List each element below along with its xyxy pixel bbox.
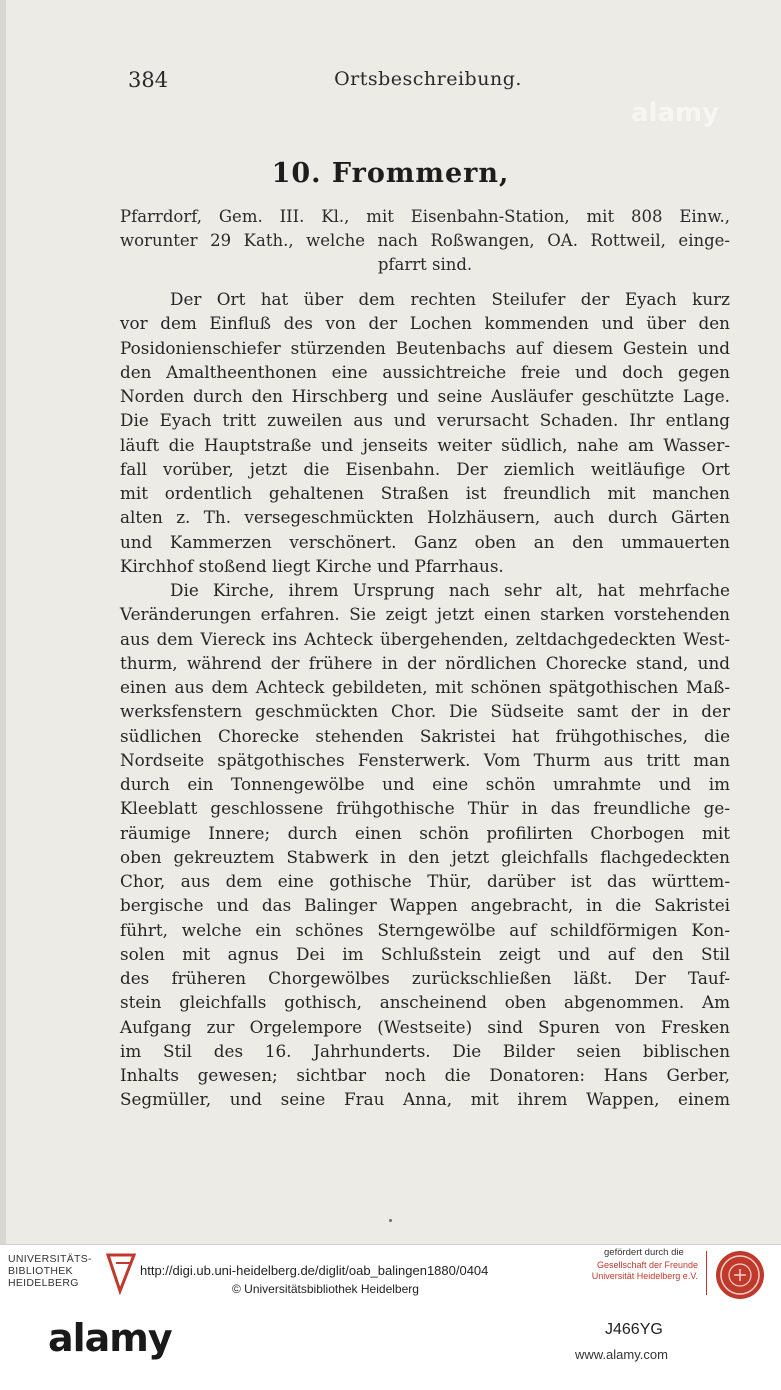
text-line: stein gleichfalls gothisch, anscheinend oben abgenommen. Am bbox=[120, 992, 730, 1013]
text-line: bergische und das Balinger Wappen angebracht, in die Sakristei bbox=[120, 895, 730, 916]
uni-name-line: UNIVERSITÄTS- bbox=[8, 1253, 92, 1265]
society-line: Gesellschaft der Freunde bbox=[596, 1260, 698, 1270]
library-footer bbox=[0, 1244, 781, 1301]
text-line: Die Kirche, ihrem Ursprung nach sehr alt, hat mehrfache bbox=[170, 580, 730, 600]
text-line: mit ordentlich gehaltenen Straßen ist freundlich mit manchen bbox=[120, 483, 730, 503]
section-title: 10. Frommern, bbox=[271, 158, 510, 189]
copyright-notice: © Universitätsbibliothek Heidelberg bbox=[232, 1282, 419, 1296]
uni-name-line: BIBLIOTHEK bbox=[8, 1265, 73, 1277]
funded-by-label: gefördert durch die bbox=[604, 1247, 684, 1258]
society-name bbox=[580, 1260, 698, 1282]
text-line: Nordseite spätgothisches Fensterwerk. Vom Thurm aus tritt man bbox=[120, 749, 730, 770]
text-line: einen aus dem Achteck gebildeten, mit schönen spätgothischen Maß- bbox=[120, 677, 730, 697]
body-text bbox=[120, 287, 730, 1112]
page-number: 384 bbox=[128, 68, 169, 92]
text-line: durch ein Tonnengewölbe und eine schön umrahmte und im bbox=[120, 774, 730, 794]
text-line: Die Eyach tritt zuweilen aus und verursacht Schaden. Ihr entlang bbox=[120, 410, 730, 431]
page-header bbox=[128, 68, 728, 98]
text-line: Kleeblatt geschlossene frühgothische Thür in das freundliche ge- bbox=[120, 798, 730, 819]
print-dot bbox=[389, 1219, 392, 1222]
text-line: und Kammerzen verschönert. Ganz oben an den ummauerten bbox=[120, 531, 730, 552]
text-line: im Stil des 16. Jahrhunderts. Die Bilder seien biblischen bbox=[120, 1040, 730, 1061]
stock-site-link[interactable]: www.alamy.com bbox=[575, 1347, 668, 1362]
footer-divider bbox=[706, 1251, 707, 1295]
text-line: des früheren Chorgewölbes zurückschließen läßt. Der Tauf- bbox=[120, 968, 730, 988]
text-line: Segmüller, und seine Frau Anna, mit ihrem Wappen, einem bbox=[120, 1089, 730, 1110]
stock-photo-bar bbox=[0, 1300, 781, 1390]
subtitle-line: worunter 29 Kath., welche nach Roßwangen, OA. Rottweil, einge- bbox=[120, 231, 730, 250]
text-line: Kirchhof stoßend liegt Kirche und Pfarrhaus. bbox=[120, 555, 504, 576]
subtitle-line: Pfarrdorf, Gem. III. Kl., mit Eisenbahn-Station, mit 808 Einw., bbox=[120, 207, 730, 226]
text-line: aus dem Viereck ins Achteck übergehenden, zeltdachgedeckten West- bbox=[120, 628, 730, 649]
running-head: Ortsbeschreibung. bbox=[334, 68, 522, 90]
text-line: Posidonienschiefer stürzenden Beutenbachs auf diesem Gestein und bbox=[120, 337, 730, 358]
library-logo-icon bbox=[104, 1249, 140, 1297]
stock-image-id: J466YG bbox=[605, 1321, 663, 1338]
text-line: solen mit agnus Dei im Schlußstein zeigt und auf den Stil bbox=[120, 943, 730, 964]
text-line: räumige Innere; durch einen schön profilirten Chorbogen mit bbox=[120, 822, 730, 843]
text-line: fall vorüber, jetzt die Eisenbahn. Der ziemlich weitläufige Ort bbox=[120, 458, 730, 479]
section-subtitle bbox=[120, 205, 730, 277]
text-line: Chor, aus dem eine gothische Thür, darüber ist das württem- bbox=[120, 871, 730, 891]
text-line: Inhalts gewesen; sichtbar noch die Donatoren: Hans Gerber, bbox=[120, 1065, 730, 1085]
uni-name-line: HEIDELBERG bbox=[8, 1277, 79, 1289]
digital-library-link[interactable]: http://digi.ub.uni-heidelberg.de/diglit/oab_balingen1880/0404 bbox=[140, 1263, 489, 1278]
text-line: werksfenstern geschmückten Chor. Die Südseite samt der in der bbox=[120, 701, 730, 722]
text-line: den Amaltheenthonen eine aussichtreiche freie und doch gegen bbox=[120, 361, 730, 382]
text-line: läuft die Hauptstraße und jenseits weiter südlich, nahe am Wasser- bbox=[120, 434, 730, 455]
text-line: Der Ort hat über dem rechten Steilufer der Eyach kurz bbox=[170, 289, 730, 309]
text-line: südlichen Chorecke stehenden Sakristei hat frühgothisches, die bbox=[120, 725, 730, 746]
text-line: führt, welche ein schönes Sterngewölbe auf schildförmigen Kon- bbox=[120, 919, 730, 940]
text-line: alten z. Th. versegeschmückten Holzhäusern, auch durch Gärten bbox=[120, 507, 730, 528]
text-line: vor dem Einfluß des von der Lochen kommenden und über den bbox=[120, 313, 730, 334]
text-line: oben gekreuztem Stabwerk in den jetzt gleichfalls flachgedeckten bbox=[120, 846, 730, 867]
text-line: Aufgang zur Orgelempore (Westseite) sind Spuren von Fresken bbox=[120, 1016, 730, 1037]
subtitle-line: pfarrt sind. bbox=[377, 255, 473, 274]
society-line: Universität Heidelberg e.V. bbox=[591, 1271, 698, 1281]
university-seal-icon bbox=[714, 1249, 766, 1301]
text-line: Veränderungen erfahren. Sie zeigt jetzt einen starken vorstehenden bbox=[120, 604, 730, 625]
university-library-name bbox=[8, 1253, 92, 1289]
watermark-alamy: alamy bbox=[631, 98, 720, 128]
text-line: thurm, während der frühere in der nördlichen Chorecke stand, und bbox=[120, 652, 730, 673]
text-line: Norden durch den Hirschberg und seine Ausläufer geschützte Lage. bbox=[120, 386, 730, 406]
stock-logo: alamy bbox=[48, 1316, 172, 1360]
